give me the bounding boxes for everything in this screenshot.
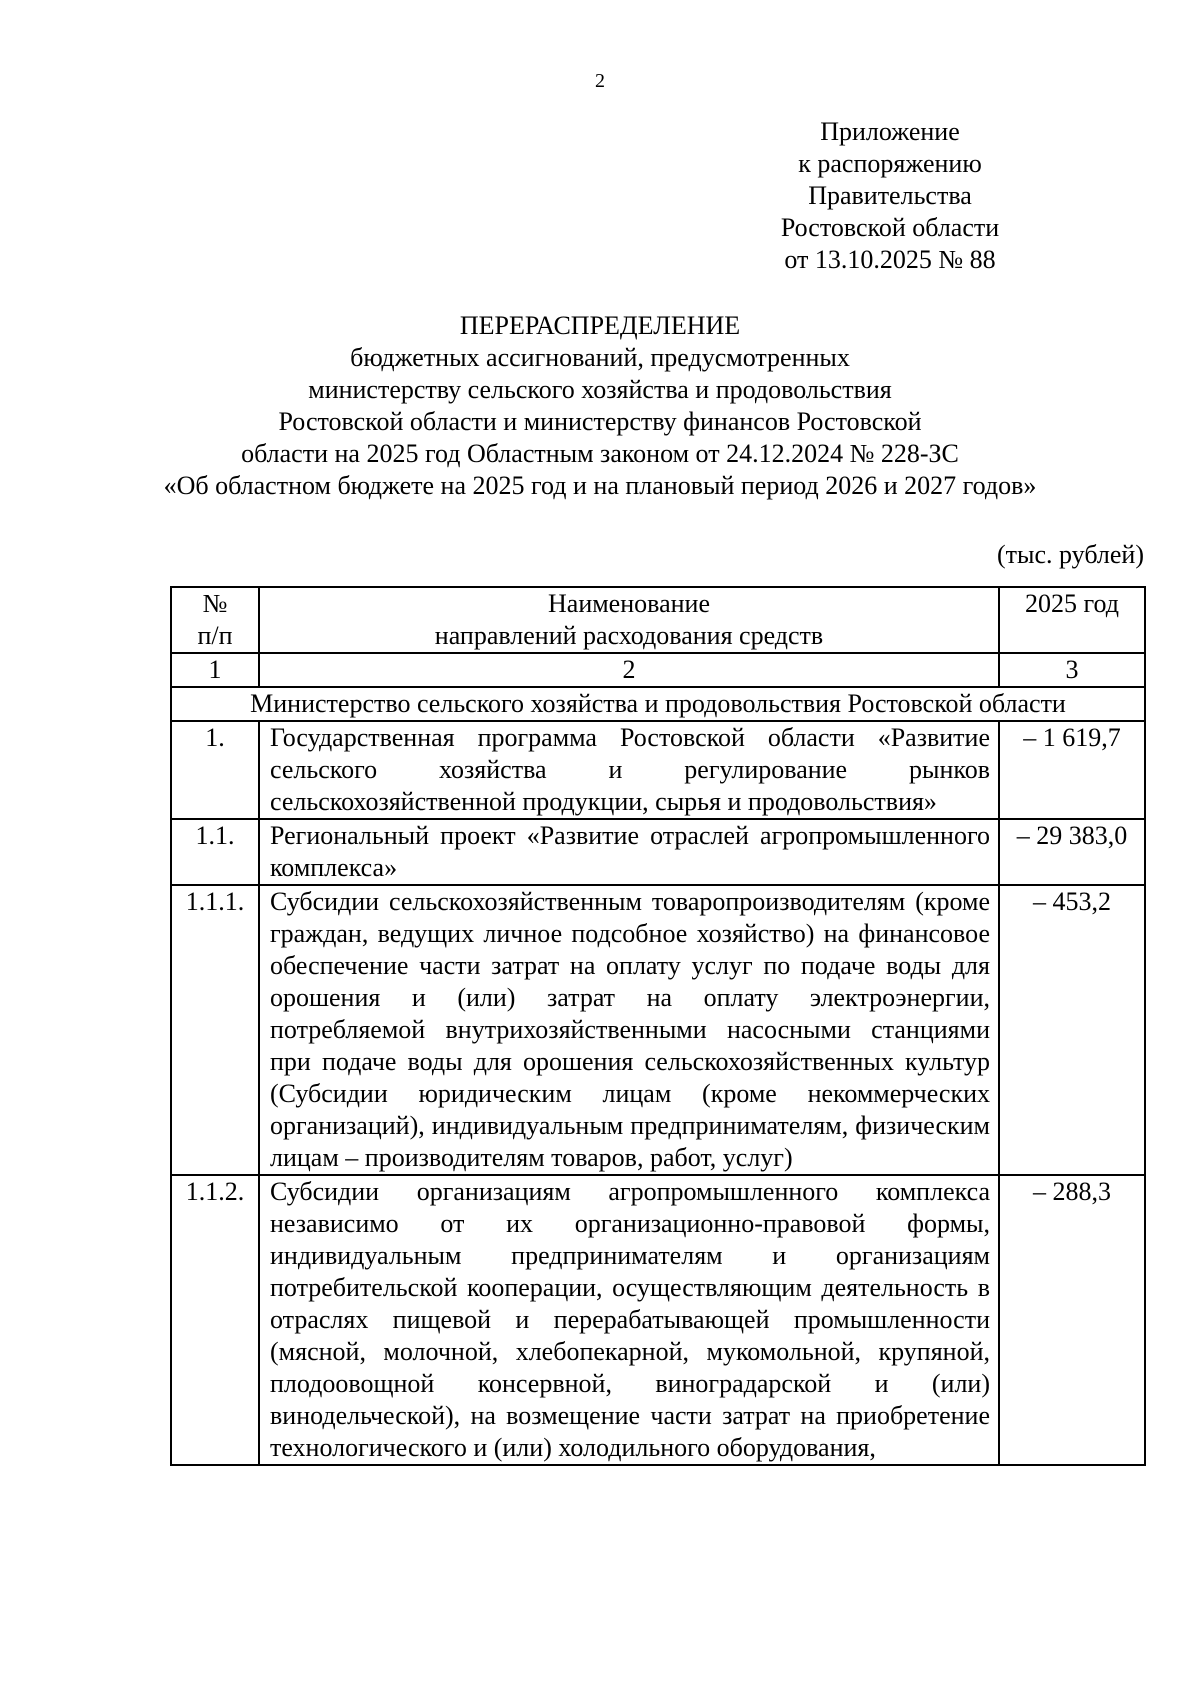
row-name: Государственная программа Ростовской области «Развитие сельского хозяйства и регулирование рынков сельскохозяйственной продукции, сырья и продовольствия» xyxy=(259,721,999,819)
section-row xyxy=(171,687,1145,721)
appendix-line: Ростовской области xyxy=(780,213,1000,242)
row-num: 1. xyxy=(171,721,259,819)
table-header-row xyxy=(171,587,1145,653)
header-num-line: п/п xyxy=(197,621,233,650)
table-row xyxy=(171,1175,1145,1465)
section-title: Министерство сельского хозяйства и продовольствия Ростовской области xyxy=(171,687,1145,721)
header-num-line: № xyxy=(202,589,228,618)
row-value: – 1 619,7 xyxy=(999,721,1145,819)
units-label: (тыс. рублей) xyxy=(996,540,1144,569)
row-num: 1.1. xyxy=(171,819,259,885)
header-num xyxy=(171,587,259,653)
column-number: 2 xyxy=(259,653,999,687)
title-heading: ПЕРЕРАСПРЕДЕЛЕНИЕ xyxy=(459,311,741,340)
row-value: – 29 383,0 xyxy=(999,819,1145,885)
row-num: 1.1.1. xyxy=(171,885,259,1175)
appendix-line: Приложение xyxy=(820,117,960,146)
column-number-row xyxy=(171,653,1145,687)
page-number: 2 xyxy=(595,70,605,92)
row-name: Субсидии сельскохозяйственным товаропроизводителям (кроме граждан, ведущих личное подсобное хозяйство) на финансовое обеспечение части затрат на оплату услуг по подаче воды для орошения и (или) затрат на оплату электроэнергии, потребляемой внутрихозяйственными насосными станциями при подаче воды для орошения сельскохозяйственных культур (Субсидии юридическим лицам (кроме некоммерческих организаций), индивидуальным предпринимателям, физическим лицам – производителям товаров, работ, услуг) xyxy=(259,885,999,1175)
appendix-line: от 13.10.2025 № 88 xyxy=(784,245,996,274)
column-number: 3 xyxy=(999,653,1145,687)
header-name-line: направлений расходования средств xyxy=(434,621,824,650)
title-line: Ростовской области и министерству финансов Ростовской xyxy=(278,407,922,436)
title-line: министерству сельского хозяйства и продовольствия xyxy=(308,375,892,404)
appendix-line: Правительства xyxy=(808,181,972,210)
row-value: – 288,3 xyxy=(999,1175,1145,1465)
appendix-line: к распоряжению xyxy=(798,149,982,178)
row-name: Региональный проект «Развитие отраслей агропромышленного комплекса» xyxy=(259,819,999,885)
document-title xyxy=(0,310,1200,502)
row-name: Субсидии организациям агропромышленного комплекса независимо от их организационно-правовой формы, индивидуальным предпринимателям и организациям потребительской кооперации, осуществляющим деятельность в отраслях пищевой и перерабатывающей промышленности (мясной, молочной, хлебопекарной, мукомольной, крупяной, плодоовощной консервной, виноградарской и (или) винодельческой), на возмещение части затрат на приобретение технологического и (или) холодильного оборудования, xyxy=(259,1175,999,1465)
header-value: 2025 год xyxy=(999,587,1145,653)
appendix-block xyxy=(640,116,1140,276)
row-num: 1.1.2. xyxy=(171,1175,259,1465)
table-row xyxy=(171,885,1145,1175)
row-value: – 453,2 xyxy=(999,885,1145,1175)
header-name xyxy=(259,587,999,653)
title-line: «Об областном бюджете на 2025 год и на плановый период 2026 и 2027 годов» xyxy=(163,471,1037,500)
table-row xyxy=(171,819,1145,885)
title-line: бюджетных ассигнований, предусмотренных xyxy=(350,343,850,372)
budget-table xyxy=(170,586,1146,1466)
title-line: области на 2025 год Областным законом от 24.12.2024 № 228-ЗС xyxy=(241,439,959,468)
column-number: 1 xyxy=(171,653,259,687)
table-row xyxy=(171,721,1145,819)
header-name-line: Наименование xyxy=(548,589,710,618)
